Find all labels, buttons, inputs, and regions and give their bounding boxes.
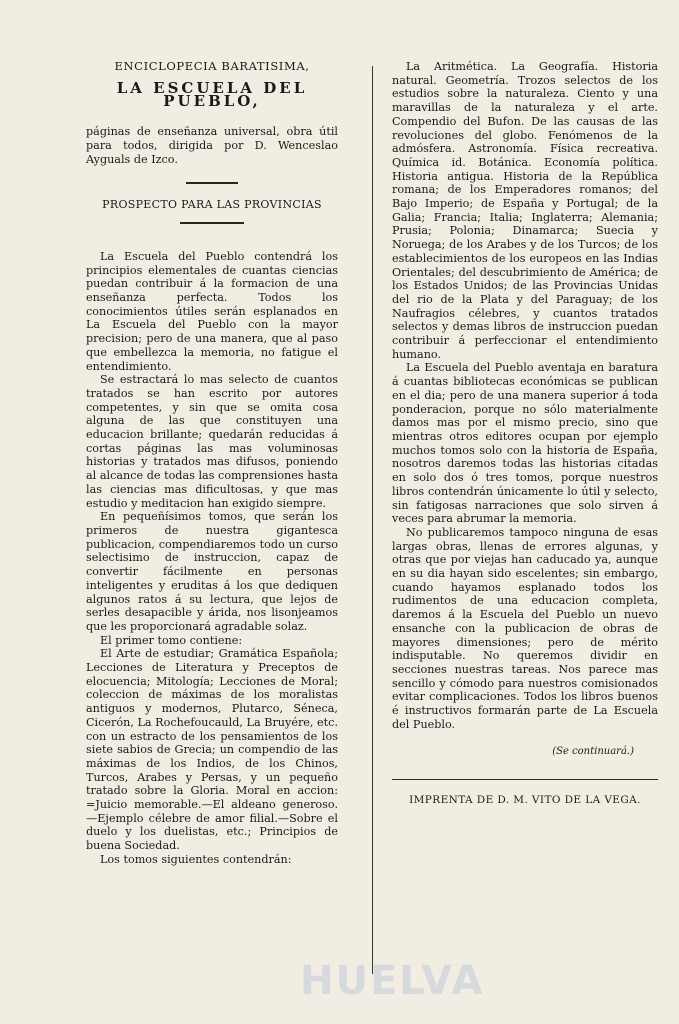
library-watermark: HUELVA: [300, 958, 485, 1004]
section-title: PROSPECTO PARA LAS PROVINCIAS: [102, 198, 322, 212]
section-divider-2: [180, 222, 244, 224]
imprint: IMPRENTA DE D. M. VITO DE LA VEGA.: [409, 794, 641, 807]
section-divider: [186, 182, 238, 184]
paragraph: La Escuela del Pueblo aventaja en baratura á cuantas bibliotecas económicas se publican en el dia; pero de una manera superior á toda ponderacion, porque no sólo materialmente damos mas por el mismo precio, sino que mientras otros editores ocupan por ejemplo muchos tomos solo con la historia de España, nosotros daremos todas las historias citadas en solo dos ó tres tomos, porque nuestros libros contendrán únicamente lo útil y selecto, sin fatigosas narraciones que solo sirven á veces para abrumar la memoria.: [392, 361, 658, 526]
following-volumes-label: Los tomos siguientes contendrán:: [100, 852, 292, 866]
column-divider: [372, 66, 373, 974]
continuation-note: (Se continuará.): [552, 746, 634, 758]
subtitle: páginas de enseñanza universal, obra útil para todos, dirigida por D. Wenceslao Ayguals de Izco.: [86, 125, 338, 166]
main-title: LA ESCUELA DEL PUEBLO,: [116, 78, 308, 111]
paragraph: La Aritmética. La Geografía. Historia natural. Geometría. Trozos selectos de los estudios sobre la naturaleza. Ciento y una maravillas de la naturaleza y el arte. Compendio del Bufon. De las causas de las revoluciones del globo. Fenómenos de la admósfera. Astronomía. Física recreativa. Química id. Botánica. Economía política. Historia antigua. Historia de la República romana; de los Emperadores romanos; del Bajo Imperio; de España y Portugal; de la Galia; Francia; Italia; Inglaterra; Alemania; Prusia; Polonia; Dinamarca; Suecia y Noruega; de los Arabes y de los Turcos; de los establecimientos de los europeos en las Indias Orientales; del descubrimiento de América; de los Estados Unidos; de las Provincias Unidas del rio de la Plata y del Paraguay; de los Naufragios célebres, y cuantos tratados selectos y demas libros de instruccion puedan contribuir á perfeccionar el entendimiento humano.: [392, 60, 658, 361]
paragraph: Se estractará lo mas selecto de cuantos tratados se han escrito por autores competentes, y sin que se omita cosa alguna de las que constituyen una educacion brillante; quedarán reducidas á cortas páginas las mas voluminosas historias y tratados mas difusos, poniendo al alcance de todas las comprensiones hasta las ciencias mas dificultosas, y que mas estudio y meditacion han exigido siempre.: [86, 373, 338, 510]
left-column: [86, 60, 338, 867]
series-title: ENCICLOPECIA BARATISIMA,: [114, 59, 310, 73]
imprint-rule: [392, 779, 658, 780]
first-volume-contents: El Arte de estudiar; Gramática Española; Lecciones de Literatura y Preceptos de elocuencia; Mitología; Lecciones de Moral; coleccion de máximas de los moralistas antiguos y modernos, Plutarco, Séneca, Cicerón, La Rochefoucauld, La Bruyére, etc. con un estracto de los pensamientos de los siete sabios de Grecia; un compendio de las máximas de los Indios, de los Chinos, Turcos, Arabes y Persas, y un pequeño tratado sobre la Gloria. Moral en accion: =Juicio memorable.—El aldeano generoso.—Ejemplo célebre de amor filial.—Sobre el duelo y los duelistas, etc.; Principios de buena Sociedad.: [86, 647, 338, 853]
right-column: [392, 60, 658, 808]
paragraph: La Escuela del Pueblo contendrá los principios elementales de cuantas ciencias puedan contribuir á la formacion de una enseñanza perfecta. Todos los conocimientos útiles serán esplanados en La Escuela del Pueblo con la mayor precision; pero de una manera, que al paso que embellezca la memoria, no fatigue el entendimiento.: [86, 249, 338, 373]
first-volume-label: El primer tomo contiene:: [100, 633, 243, 647]
paragraph: No publicaremos tampoco ninguna de esas largas obras, llenas de errores algunas, y otras que por viejas han caducado ya, aunque en su dia hayan sido escelentes; sin embargo, cuando hayamos esplanado todos los rudimentos de una educacion completa, daremos á la Escuela del Pueblo un nuevo ensanche con la publicacion de obras de mayores dimensiones; pero de mérito indisputable. No queremos dividir en secciones nuestras tareas. Nos parece mas sencillo y cómodo para nuestros comisionados evitar complicaciones. Todos los libros buenos é instructivos formarán parte de La Escuela del Pueblo.: [392, 525, 658, 731]
paragraph: En pequeñísimos tomos, que serán los primeros de nuestra gigantesca publicacion, compendiaremos todo un curso selectisimo de instruccion, capaz de convertir fácilmente en personas inteligentes y eruditas á los que dediquen algunos ratos á su lectura, que lejos de serles desapacible y árida, nos lisonjeamos que les proporcionará agradable solaz.: [86, 510, 338, 633]
